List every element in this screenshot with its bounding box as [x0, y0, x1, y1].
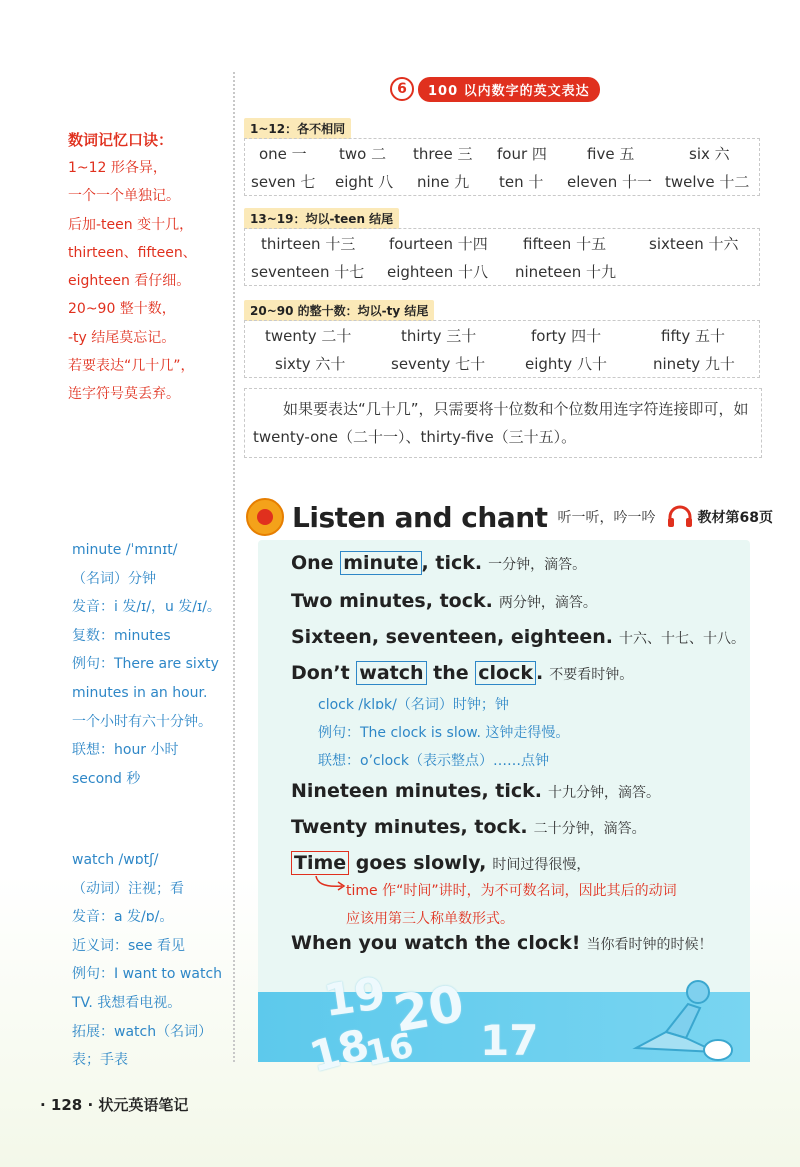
number-item: twelve 十二	[665, 173, 750, 191]
chant-text: .	[536, 662, 544, 684]
deco-number: 19	[320, 967, 389, 1028]
note-line: 一个小时有六十分钟。	[72, 713, 212, 730]
chant-translation: 十六、十七、十八。	[619, 631, 745, 647]
deco-number: 18	[304, 1019, 374, 1082]
pointer-arrow-icon	[314, 874, 348, 894]
clock-note-association: 联想：o’clock（表示整点）……点钟	[318, 753, 549, 769]
clock-note-definition: clock /klɒk/（名词）时钟；钟	[318, 697, 509, 713]
number-item: ninety 九十	[653, 355, 735, 373]
number-item: thirty 三十	[401, 327, 477, 345]
number-item: forty 四十	[531, 327, 602, 345]
note-line: 近义词：see 看见	[72, 937, 185, 954]
chant-translation: 二十分钟，滴答。	[533, 821, 646, 837]
chant-translation: 一分钟，滴答。	[488, 557, 587, 573]
number-item: two 二	[339, 145, 387, 163]
number-item: sixty 六十	[275, 355, 346, 373]
headphone-icon[interactable]	[666, 505, 694, 529]
number-item: seven 七	[251, 173, 316, 191]
note-line: 发音：i 发/ɪ/，u 发/ɪ/。	[72, 599, 221, 616]
chant-text: , tick.	[421, 552, 483, 574]
group-label-13-19: 13~19：均以-teen 结尾	[244, 208, 399, 229]
mnemonic-line: 若要表达“几十几”，	[68, 358, 195, 375]
number-item: fifteen 十五	[523, 235, 607, 253]
number-row	[245, 349, 759, 377]
number-item: four 四	[497, 145, 547, 163]
chant-translation: 当你看时钟的时候！	[586, 937, 713, 953]
page-footer: · 128 · 状元英语笔记	[40, 1096, 189, 1114]
note-line: （动词）注视；看	[72, 880, 184, 897]
chant-text: Sixteen, seventeen, eighteen.	[291, 626, 613, 648]
note-line: TV. 我想看电视。	[72, 994, 182, 1011]
note-line: minute /ˈmɪnɪt/	[72, 542, 178, 558]
keyword-minute: minute	[340, 551, 421, 575]
chant-text: Two minutes, tock.	[291, 590, 493, 612]
time-note-line-1: time 作“时间”讲时，为不可数名词，因此其后的动词	[346, 883, 677, 899]
number-item: six 六	[689, 145, 730, 163]
chant-text: goes slowly,	[349, 852, 487, 874]
number-row	[245, 257, 759, 285]
note-line: 表；手表	[72, 1052, 128, 1069]
number-row	[245, 167, 759, 195]
chant-line-6	[291, 816, 646, 838]
vocab-note-minute	[72, 536, 232, 793]
number-row	[245, 139, 759, 167]
mnemonic-line: 连字符号莫丢弃。	[68, 386, 180, 403]
chant-text: Twenty minutes, tock.	[291, 816, 528, 838]
number-item: three 三	[413, 145, 473, 163]
hyphen-rule-note: 如果要表达“几十几”，只需要将十位数和个位数用连字符连接即可，如 twenty-one（二十一）、thirty-five（三十五）。	[244, 388, 762, 458]
note-line: 联想：hour 小时	[72, 742, 179, 759]
note-line: second 秒	[72, 770, 141, 787]
number-box-1-12	[244, 138, 760, 196]
number-item: fifty 五十	[661, 327, 725, 345]
number-row	[245, 321, 759, 349]
chant-translation: 两分钟，滴答。	[498, 595, 597, 611]
group-label-20-90: 20~90 的整十数：均以-ty 结尾	[244, 300, 434, 321]
note-line: （名词）分钟	[72, 570, 156, 587]
chant-header	[246, 498, 773, 536]
mnemonic-line: eighteen 看仔细。	[68, 273, 191, 290]
number-item: seventy 七十	[391, 355, 486, 373]
mnemonic-line: -ty 结尾莫忘记。	[68, 329, 176, 346]
number-item: seventeen 十七	[251, 263, 365, 281]
chant-line-4	[291, 662, 633, 684]
time-note-line-2: 应该用第三人称单数形式。	[346, 911, 514, 927]
note-line: 例句：There are sixty	[72, 656, 219, 673]
chant-translation: 不要看时钟。	[549, 667, 634, 683]
chant-text: the	[426, 662, 476, 684]
mnemonic-verse	[68, 126, 233, 409]
chant-text: When you watch the clock!	[291, 932, 581, 954]
clock-note-example: 例句：The clock is slow. 这钟走得慢。	[318, 725, 570, 741]
number-item: eighty 八十	[525, 355, 607, 373]
chant-line-7	[291, 852, 590, 874]
chant-subtitle: 听一听，吟一吟	[557, 510, 656, 526]
group-label-1-12: 1~12：各不相同	[244, 118, 351, 139]
number-item: thirteen 十三	[261, 235, 356, 253]
number-item: one 一	[259, 145, 307, 163]
textbook-page-ref: 教材第68页	[697, 510, 774, 526]
number-box-20-90	[244, 320, 760, 378]
section-header	[388, 76, 610, 102]
note-line: watch /wɒtʃ/	[72, 852, 159, 868]
number-item: eleven 十一	[567, 173, 653, 191]
chant-text: Don’t	[291, 662, 357, 684]
chant-translation: 时间过得很慢，	[492, 857, 591, 873]
chant-text: One	[291, 552, 341, 574]
number-item: eighteen 十八	[387, 263, 489, 281]
deco-number: 16	[362, 1025, 417, 1075]
mnemonic-line: 一个一个单独记。	[68, 188, 180, 205]
number-item: ten 十	[499, 173, 544, 191]
chant-line-8	[291, 932, 712, 954]
number-item: five 五	[587, 145, 635, 163]
keyword-clock: clock	[475, 661, 536, 685]
vocab-note-watch	[72, 846, 232, 1075]
note-line: 复数：minutes	[72, 627, 171, 644]
number-row	[245, 229, 759, 257]
number-item: nine 九	[417, 173, 470, 191]
number-item: fourteen 十四	[389, 235, 488, 253]
section-number: 6	[390, 77, 414, 101]
number-box-13-19	[244, 228, 760, 286]
chant-line-2	[291, 590, 597, 612]
chant-line-1	[291, 552, 586, 574]
deco-number: 17	[480, 1016, 539, 1065]
note-line: minutes in an hour.	[72, 684, 208, 701]
keyword-time: Time	[291, 851, 349, 875]
number-item: eight 八	[335, 173, 394, 191]
boy-sitting-illustration	[626, 978, 736, 1062]
chant-title: Listen and chant	[292, 500, 548, 534]
number-item: twenty 二十	[265, 327, 352, 345]
note-line: 发音：a 发/ɒ/。	[72, 909, 174, 926]
chant-text: Nineteen minutes, tick.	[291, 780, 543, 802]
chant-translation: 十九分钟，滴答。	[548, 785, 661, 801]
chant-line-3	[291, 626, 745, 648]
mnemonic-title: 数词记忆口诀：	[68, 131, 174, 149]
mnemonic-line: 1~12 形各异，	[68, 160, 167, 176]
mnemonic-line: 20~90 整十数，	[68, 301, 176, 318]
mnemonic-line: 后加-teen 变十几，	[68, 216, 194, 233]
sun-badge-icon	[246, 498, 284, 536]
number-item: nineteen 十九	[515, 263, 617, 281]
mnemonic-line: thirteen、fifteen、	[68, 244, 197, 261]
note-line: 拓展：watch（名词）	[72, 1023, 213, 1040]
column-divider	[233, 72, 235, 1062]
keyword-watch: watch	[356, 661, 426, 685]
section-title: 100 以内数字的英文表达	[418, 77, 600, 102]
deco-number: 20	[389, 974, 469, 1044]
note-line: 例句：I want to watch	[72, 966, 223, 983]
number-item: sixteen 十六	[649, 235, 739, 253]
chant-line-5	[291, 780, 660, 802]
